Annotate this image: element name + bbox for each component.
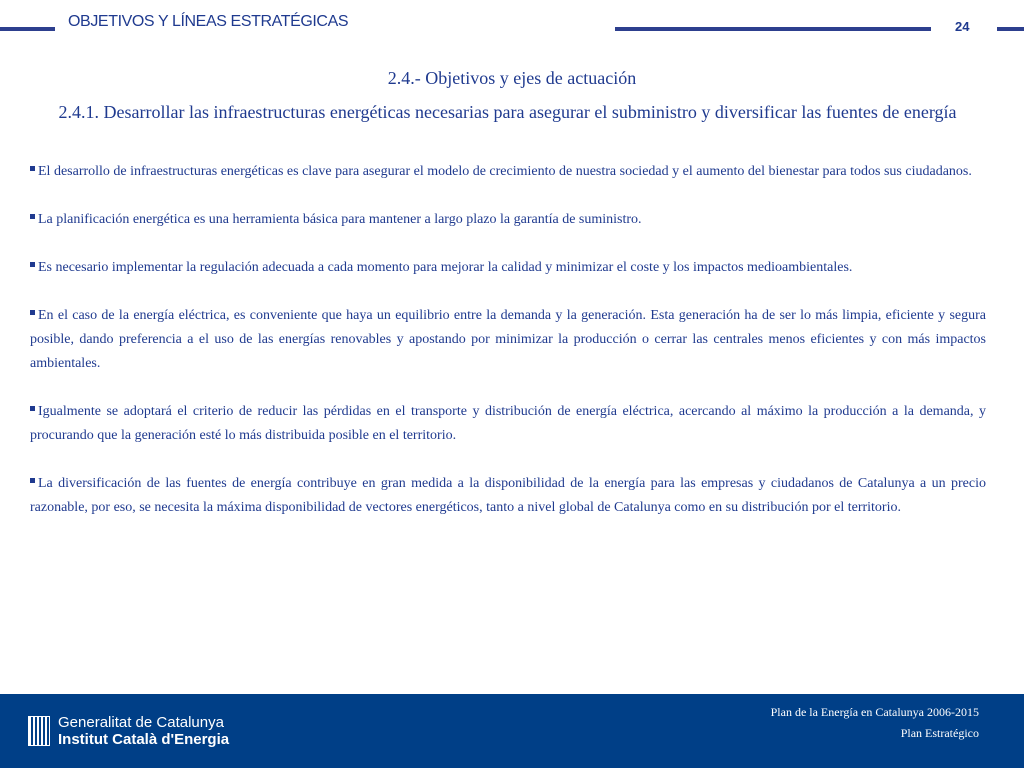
page-number: 24 bbox=[955, 19, 970, 34]
bullet-item bbox=[30, 256, 986, 280]
bullet-text: Es necesario implementar la regulación adecuada a cada momento para mejorar la calidad y minimizar el coste y los impactos medioambientales. bbox=[38, 260, 853, 275]
header-title: OBJETIVOS Y LÍNEAS ESTRATÉGICAS bbox=[68, 13, 349, 30]
bullet-item bbox=[30, 160, 986, 184]
bullet-text: El desarrollo de infraestructuras energéticas es clave para asegurar el modelo de crecimiento de nuestra sociedad y el aumento del bienestar para todos sus ciudadanos. bbox=[38, 164, 972, 179]
header-rule-left bbox=[0, 27, 55, 31]
footer-plan-title: Plan de la Energía en Catalunya 2006-2015 bbox=[770, 705, 979, 719]
bullet-item bbox=[30, 400, 986, 448]
bullet-square-icon bbox=[30, 262, 35, 267]
bullet-item bbox=[30, 472, 986, 520]
bullet-list bbox=[30, 160, 986, 544]
bullet-text: En el caso de la energía eléctrica, es conveniente que haya un equilibrio entre la demanda y la generación. Esta generación ha de ser lo más limpia, eficiente y segura posible, dando preferencia a el uso de las energías renovables y apostando por minimizar la producción o cerrar las centrales menos eficientes y con más impactos ambientales. bbox=[30, 308, 986, 371]
bullet-item bbox=[30, 208, 986, 232]
bullet-square-icon bbox=[30, 166, 35, 171]
generalitat-emblem-icon bbox=[28, 716, 50, 746]
logo-line2: Institut Català d'Energia bbox=[58, 731, 230, 748]
bullet-item bbox=[30, 304, 986, 376]
generalitat-logo bbox=[28, 714, 228, 748]
bullet-text: La diversificación de las fuentes de energía contribuye en gran medida a la disponibilidad de la energía para las empresas y ciudadanos de Catalunya a un precio razonable, por eso, se necesita la máxima disponibilidad de vectores energéticos, tanto a nivel global de Catalunya como en su distribución por el territorio. bbox=[30, 476, 986, 515]
bullet-square-icon bbox=[30, 310, 35, 315]
bullet-square-icon bbox=[30, 214, 35, 219]
bullet-text: La planificación energética es una herramienta básica para mantener a largo plazo la garantía de suministro. bbox=[38, 212, 642, 227]
bullet-square-icon bbox=[30, 406, 35, 411]
footer-bar bbox=[0, 694, 1024, 768]
header-rule-right bbox=[615, 27, 931, 31]
header-rule-end bbox=[997, 27, 1024, 31]
logo-line1: Generalitat de Catalunya bbox=[58, 714, 224, 731]
section-heading: 2.4.- Objetivos y ejes de actuación bbox=[387, 68, 637, 88]
subsection-heading: 2.4.1. Desarrollar las infraestructuras energéticas necesarias para asegurar el subministro y diversificar las fuentes de energía bbox=[58, 102, 957, 122]
bullet-square-icon bbox=[30, 478, 35, 483]
bullet-text: Igualmente se adoptará el criterio de reducir las pérdidas en el transporte y distribución de energía eléctrica, acercando al máximo la producción a la demanda, y procurando que la generación esté lo más distribuida posible en el territorio. bbox=[30, 404, 986, 443]
footer-plan-subtitle: Plan Estratégico bbox=[900, 726, 979, 740]
